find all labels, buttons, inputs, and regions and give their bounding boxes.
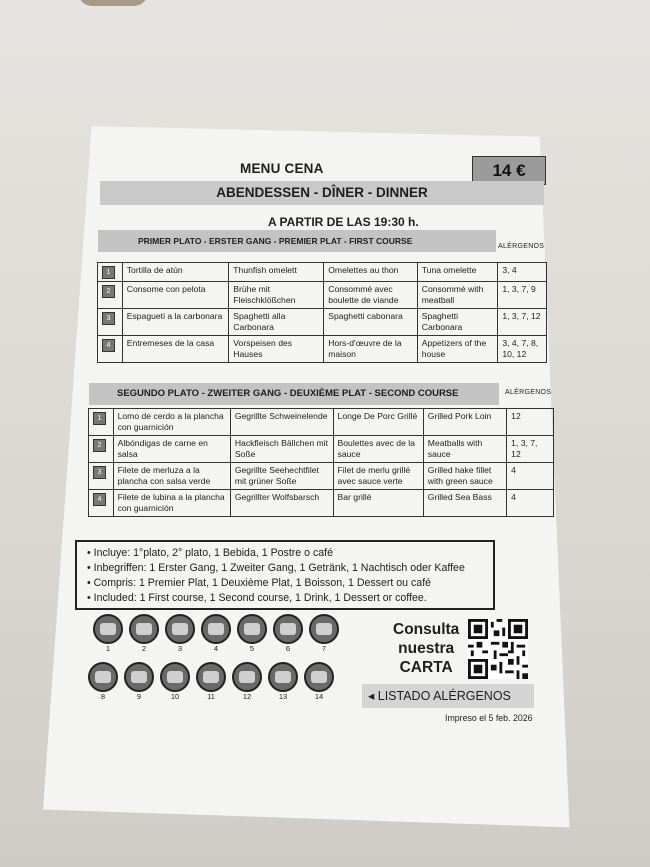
allergen-number: 14 <box>314 692 324 701</box>
menu-row <box>98 282 547 309</box>
dish-en: Grilled hake fillet with green sauce <box>423 463 506 490</box>
allergen-number: 3 <box>177 644 183 653</box>
allergen-number: 10 <box>170 692 180 701</box>
allergen-number: 1 <box>105 644 111 653</box>
allergen-icon-item <box>201 614 231 653</box>
dish-de: Gegrillte Schweinelende <box>230 409 333 436</box>
allergen-number: 7 <box>321 644 327 653</box>
dish-fr: Bar grillé <box>333 490 423 517</box>
dish-de: Gegrillte Seehechtfilet mit grüner Soße <box>230 463 333 490</box>
allergen-number: 6 <box>285 644 291 653</box>
allergen-icon <box>129 614 159 644</box>
dish-de: Thunfish omelett <box>229 263 324 282</box>
dish-es: Consome con pelota <box>122 282 229 309</box>
dish-fr: Filet de merlu grillé avec sauce verte <box>333 463 423 490</box>
menu-row <box>98 263 547 282</box>
allergen-icon-item <box>273 614 303 653</box>
dish-fr: Spaghetti cabonara <box>324 309 418 336</box>
dish-es: Filete de merluza a la plancha con salsa verde <box>113 463 230 490</box>
dish-number-box: 2 <box>102 285 115 298</box>
consulta-line-1: Consulta <box>393 621 460 638</box>
consulta-line-3: CARTA <box>399 659 453 676</box>
menu-row <box>89 490 554 517</box>
dish-allergens: 1, 3, 7, 9 <box>498 282 547 309</box>
includes-box <box>75 540 495 610</box>
allergen-icon-item <box>93 614 123 653</box>
consulta-carta <box>393 620 459 677</box>
printed-date: Impreso el 5 feb. 2026 <box>445 713 533 723</box>
dish-allergens: 4 <box>507 490 554 517</box>
dish-allergens: 3, 4, 7, 8, 10, 12 <box>498 336 547 363</box>
allergen-icon <box>268 662 298 692</box>
allergen-number: 9 <box>136 692 142 701</box>
menu-row <box>89 436 554 463</box>
dish-de: Vorspeisen des Hauses <box>229 336 324 363</box>
dish-number-box: 3 <box>102 312 115 325</box>
dish-es: Albóndigas de carne en salsa <box>113 436 230 463</box>
consulta-line-2: nuestra <box>398 640 455 657</box>
allergen-number: 4 <box>213 644 219 653</box>
dish-fr: Hors-d'œuvre de la maison <box>324 336 418 363</box>
dish-number-box: 4 <box>102 339 115 352</box>
allergen-icon-item <box>237 614 267 653</box>
dish-allergens: 12 <box>507 409 554 436</box>
includes-es: • Incluye: 1°plato, 2° plato, 1 Bebida, 1 Postre o café <box>87 547 333 559</box>
allergen-icon-item <box>160 662 190 701</box>
dish-fr: Longe De Porc Grillé <box>333 409 423 436</box>
dish-en: Tuna omelette <box>417 263 498 282</box>
cup-edge <box>78 0 148 6</box>
allergen-icon <box>201 614 231 644</box>
allergen-list-link[interactable]: ◂ LISTADO ALÉRGENOS <box>362 684 534 708</box>
allergen-icon-item <box>124 662 154 701</box>
allergen-icon-item <box>232 662 262 701</box>
allergen-number: 12 <box>242 692 252 701</box>
first-course-allergens-label: ALÉRGENOS <box>498 243 545 250</box>
menu-title: MENU CENA <box>240 161 324 176</box>
allergen-icon-item <box>268 662 298 701</box>
dish-allergens: 1, 3, 7, 12 <box>507 436 554 463</box>
dish-en: Spaghetti Carbonara <box>417 309 498 336</box>
menu-subtitle: ABENDESSEN - DÎNER - DINNER <box>100 181 544 205</box>
includes-de: • Inbegriffen: 1 Erster Gang, 1 Zweiter Gang, 1 Getränk, 1 Nachtisch oder Kaffee <box>87 562 465 574</box>
dish-number-box: 1 <box>102 266 115 279</box>
dish-number-box: 4 <box>93 493 106 506</box>
dish-allergens: 4 <box>507 463 554 490</box>
dish-fr: Omelettes au thon <box>324 263 418 282</box>
dish-es: Entremeses de la casa <box>122 336 229 363</box>
dish-de: Gegrillter Wolfsbarsch <box>230 490 333 517</box>
dish-fr: Consommé avec boulette de viande <box>324 282 418 309</box>
allergen-icon-item <box>88 662 118 701</box>
allergen-icon <box>309 614 339 644</box>
allergen-number: 13 <box>278 692 288 701</box>
allergen-icon-item <box>309 614 339 653</box>
dish-number-box: 1 <box>93 412 106 425</box>
second-course-table <box>88 408 554 517</box>
price-badge: 14 € <box>472 156 546 185</box>
allergen-icon <box>304 662 334 692</box>
allergen-icon-item <box>165 614 195 653</box>
second-course-heading: SEGUNDO PLATO - ZWEITER GANG - DEUXIÈME PLAT - SECOND COURSE <box>89 383 499 405</box>
dish-en: Grilled Pork Loin <box>423 409 506 436</box>
dish-number-box: 2 <box>93 439 106 452</box>
allergen-icon <box>88 662 118 692</box>
dish-es: Tortilla de atún <box>122 263 229 282</box>
from-time: A PARTIR DE LAS 19:30 h. <box>268 215 419 229</box>
allergen-icon-item <box>196 662 226 701</box>
menu-row <box>89 463 554 490</box>
menu-row <box>89 409 554 436</box>
menu-row <box>98 336 547 363</box>
qr-code[interactable] <box>468 619 528 679</box>
first-course-heading: PRIMER PLATO - ERSTER GANG - PREMIER PLAT - FIRST COURSE <box>98 230 496 252</box>
allergen-number: 2 <box>141 644 147 653</box>
allergen-icon <box>196 662 226 692</box>
dish-es: Filete de lubina a la plancha con guarnición <box>113 490 230 517</box>
dish-en: Appetizers of the house <box>417 336 498 363</box>
includes-fr: • Compris: 1 Premier Plat, 1 Deuxième Plat, 1 Boisson, 1 Dessert ou café <box>87 577 432 589</box>
allergen-icons-row-2 <box>88 662 334 701</box>
dish-en: Consommé with meatball <box>417 282 498 309</box>
allergen-icon-item <box>129 614 159 653</box>
allergen-number: 11 <box>207 692 215 701</box>
dish-es: Lomo de cerdo a la plancha con guarnición <box>113 409 230 436</box>
allergen-icon <box>124 662 154 692</box>
first-course-table <box>97 262 547 363</box>
dish-allergens: 1, 3, 7, 12 <box>498 309 547 336</box>
dish-allergens: 3, 4 <box>498 263 547 282</box>
allergen-icon <box>93 614 123 644</box>
dish-de: Spaghetti alla Carbonara <box>229 309 324 336</box>
dish-number-box: 3 <box>93 466 106 479</box>
allergen-icon <box>273 614 303 644</box>
allergen-number: 5 <box>249 644 255 653</box>
includes-en: • Included: 1 First course, 1 Second course, 1 Drink, 1 Dessert or coffee. <box>87 592 427 604</box>
dish-de: Hackfleisch Bällchen mit Soße <box>230 436 333 463</box>
allergen-icon <box>232 662 262 692</box>
dish-fr: Boulettes avec de la sauce <box>333 436 423 463</box>
allergen-icons-row-1 <box>93 614 339 653</box>
dish-en: Grilled Sea Bass <box>423 490 506 517</box>
menu-row <box>98 309 547 336</box>
allergen-number: 8 <box>100 692 106 701</box>
allergen-icon <box>160 662 190 692</box>
dish-es: Espagueti a la carbonara <box>122 309 229 336</box>
dish-en: Meatballs with sauce <box>423 436 506 463</box>
allergen-icon <box>165 614 195 644</box>
allergen-icon-item <box>304 662 334 701</box>
second-course-allergens-label: ALÉRGENOS <box>505 389 552 396</box>
allergen-icon <box>237 614 267 644</box>
dish-de: Brühe mit Fleischklößchen <box>229 282 324 309</box>
